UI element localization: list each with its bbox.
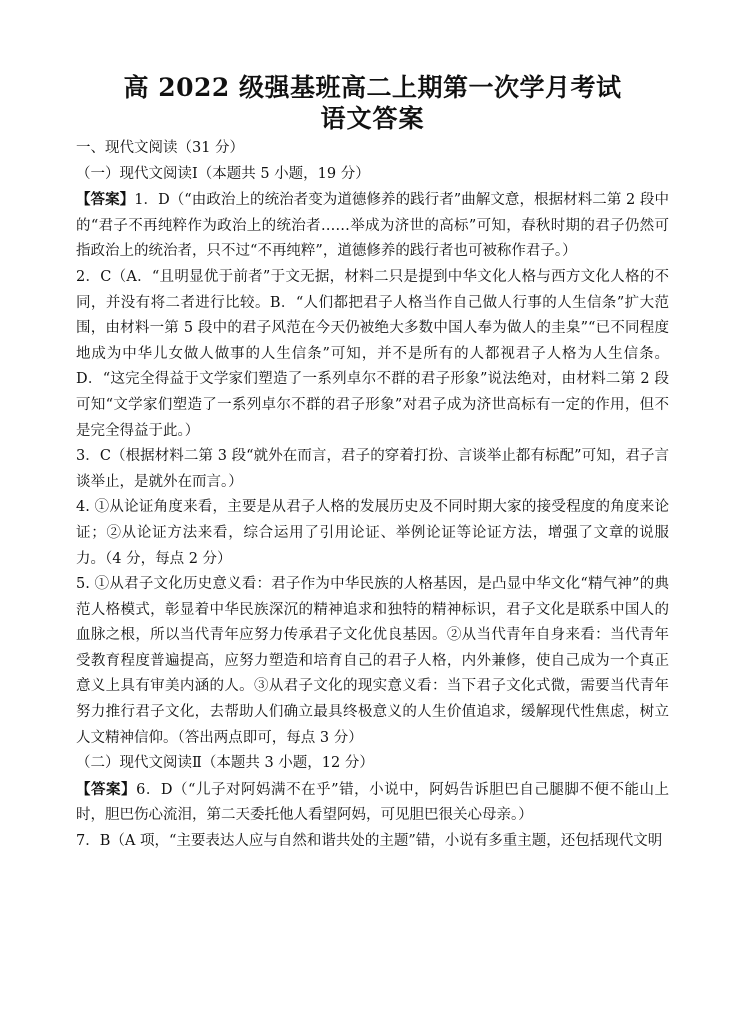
answer-q1 — [76, 187, 669, 265]
document-subtitle: 语文答案 — [320, 104, 425, 133]
section-heading-modern-reading: 一、现代文阅读（31 分） — [76, 140, 245, 156]
answer-q6 — [76, 777, 669, 829]
document-title: 高 2022 级强基班高二上期第一次学月考试 — [123, 73, 622, 102]
answer-tag: 【答案】 — [76, 191, 135, 209]
answer-q5: 5. ①从君子文化历史意义看：君子作为中华民族的人格基因，是凸显中华文化“精气神”的典范人格模式，彰显着中华民族深沉的精神追求和独特的精神标识，君子文化是联系中国人的血脉之根，所以当代青年应努力传承君子文化优良基因。②从当代青年自身来看：当代青年受教育程度普遍提高，应努力塑造和培育自己的君子人格，内外兼修，使自己成为一个真正意义上具有审美内涵的人。③从君子文化的现实意义看：当下君子文化式微，需要当代青年努力推行君子文化，去帮助人们确立最具终极意义的人生价值追求，缓解现代性焦虑，树立人文精神信仰。（答出两点即可，每点 3 分） — [76, 576, 669, 746]
answer-q6-text: 6．D（“儿子对阿妈满不在乎”错，小说中，阿妈告诉胆巴自己腿脚不便不能山上时，胆巴伤心流泪，第二天委托他人看望阿妈，可见胆巴很关心母亲。） — [76, 781, 669, 824]
subsection-heading-reading-2: （二）现代文阅读Ⅱ（本题共 3 小题，12 分） — [76, 755, 374, 772]
subsection-heading-reading-1: （一）现代文阅读Ⅰ（本题共 5 小题，19 分） — [76, 165, 370, 182]
answer-q4: 4. ①从论证角度来看，主要是从君子人格的发展历史及不同时期大家的接受程度的角度来论证；②从论证方法来看，综合运用了引用论证、举例论证等论证方法，增强了文章的说服力。（4 分，每点 2 分） — [76, 499, 669, 567]
answer-q7: 7．B（A 项，“主要表达人应与自然和谐共处的主题”错，小说有多重主题，还包括现代文明 — [76, 833, 663, 850]
answer-q1-text: 1．D（“由政治上的统治者变为道德修养的践行者”曲解文意，根据材料二第 2 段中的“君子不再纯粹作为政治上的统治者……举成为济世的高标”可知，春秋时期的君子仍然可指政治上的统治者，只不过“不再纯粹”，道德修养的践行者也可被称作君子。） — [76, 192, 670, 260]
answer-tag: 【答案】 — [76, 780, 137, 798]
answer-q2: 2．C（A．“且明显优于前者”于文无据，材料二只是提到中华文化人格与西方文化人格的不同，并没有将二者进行比较。B．“人们都把君子人格当作自己做人行事的人生信条”扩大范围，由材料一第 5 段中的君子风范在今天仍被绝大多数中国人奉为做人的圭臬”“已不同程度地成为中华儿女做人做事的人生信条”可知，并不是所有的人都视君子人格为人生信条。D．“这完全得益于文学家们塑造了一系列卓尔不群的君子形象”说法绝对，由材料二第 2 段可知“文学家们塑造了一系列卓尔不群的君子形象”对君子成为济世高标有一定的作用，但不是完全得益于此。） — [76, 268, 669, 439]
answer-q3: 3．C（根据材料二第 3 段“就外在而言，君子的穿着打扮、言谈举止都有标配”可知，君子言谈举止，是就外在而言。） — [76, 448, 669, 490]
